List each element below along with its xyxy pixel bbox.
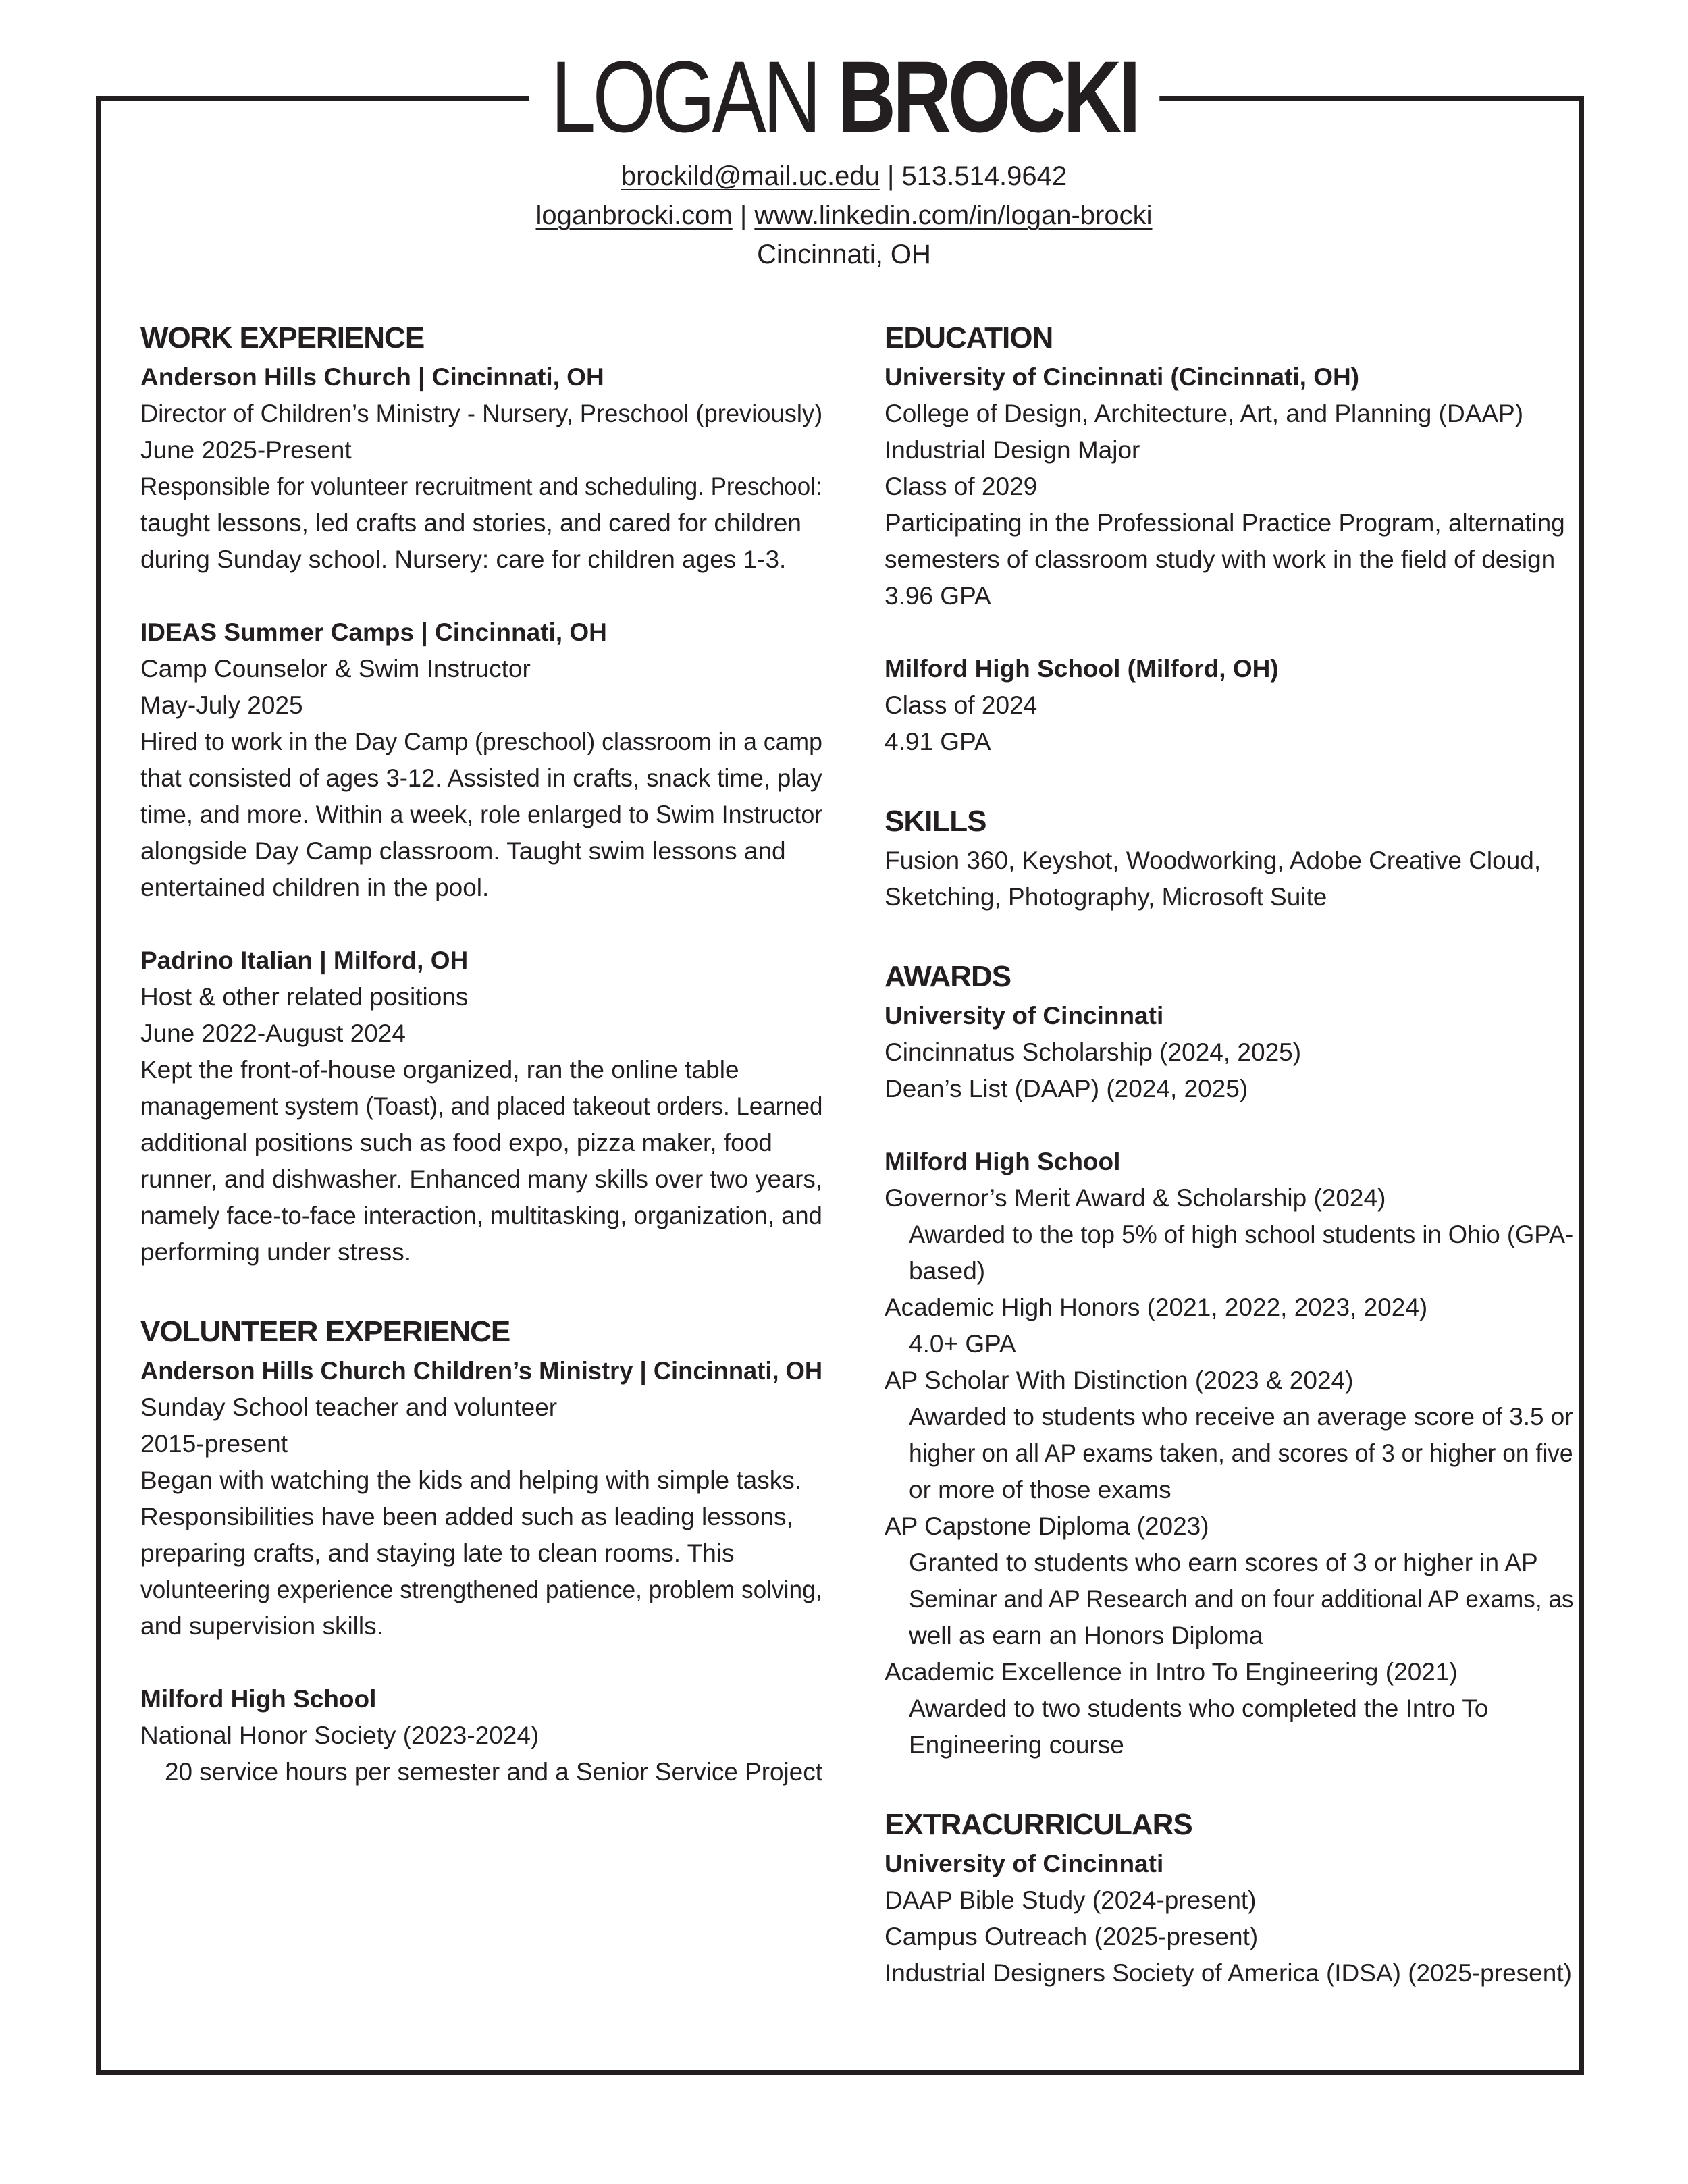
work-dates: May-July 2025 <box>140 691 303 719</box>
volunteer-org: Anderson Hills Church Children’s Ministry | Cincinnati, OH <box>140 1357 823 1385</box>
work-role: Host & other related positions <box>140 983 469 1011</box>
volunteer-role: National Honor Society (2023-2024) <box>140 1722 539 1749</box>
work-org: Padrino Italian | Milford, OH <box>140 947 469 974</box>
award-detail: based) <box>909 1257 986 1285</box>
education-line: Class of 2024 <box>885 691 1038 719</box>
award-detail: well as earn an Honors Diploma <box>909 1622 1263 1649</box>
work-desc-line: management system (Toast), and placed takeout orders. Learned <box>140 1092 823 1120</box>
education-line: College of Design, Architecture, Art, and Planning (DAAP) <box>885 400 1524 427</box>
award-item: Governor’s Merit Award & Scholarship (2024) <box>885 1184 1386 1212</box>
work-entry <box>140 359 822 578</box>
work-org: Anderson Hills Church | Cincinnati, OH <box>140 363 604 391</box>
school-name: University of Cincinnati (Cincinnati, OH) <box>885 363 1360 391</box>
skills-line: Fusion 360, Keyshot, Woodworking, Adobe Creative Cloud, <box>885 847 1541 874</box>
work-entry <box>140 942 822 1271</box>
email-link[interactable]: brockild@mail.uc.edu <box>621 161 880 191</box>
education-line: Class of 2029 <box>885 473 1038 500</box>
award-detail: or more of those exams <box>909 1476 1171 1503</box>
volunteer-dates: 2015-present <box>140 1430 288 1458</box>
left-column <box>140 317 822 1790</box>
award-item: AP Capstone Diploma (2023) <box>885 1512 1209 1540</box>
work-role: Camp Counselor & Swim Instructor <box>140 655 531 683</box>
extracurricular-item: Industrial Designers Society of America (IDSA) (2025-present) <box>885 1959 1572 1987</box>
work-desc-line: during Sunday school. Nursery: care for children ages 1-3. <box>140 545 787 573</box>
awards-org: University of Cincinnati <box>885 1002 1164 1030</box>
work-desc-line: additional positions such as food expo, pizza maker, food <box>140 1129 772 1156</box>
contact-line-2 <box>0 196 1688 235</box>
work-desc-line: taught lessons, led crafts and stories, and cared for children <box>140 509 801 537</box>
award-detail: higher on all AP exams taken, and scores of 3 or higher on five <box>909 1439 1573 1467</box>
work-desc-line: time, and more. Within a week, role enlarged to Swim Instructor <box>140 801 823 828</box>
awards-org: Milford High School <box>885 1148 1121 1175</box>
first-name: LOGAN <box>550 40 818 153</box>
volunteer-entry <box>140 1681 822 1790</box>
work-dates: June 2025-Present <box>140 436 352 464</box>
award-detail: Awarded to the top 5% of high school students in Ohio (GPA- <box>909 1221 1574 1248</box>
work-desc-line: Kept the front-of-house organized, ran the online table <box>140 1056 739 1084</box>
award-item: Academic Excellence in Intro To Engineering (2021) <box>885 1658 1458 1686</box>
work-desc-line: namely face-to-face interaction, multitasking, organization, and <box>140 1202 822 1229</box>
separator: | <box>732 201 755 230</box>
volunteer-experience-heading: VOLUNTEER EXPERIENCE <box>140 1315 510 1348</box>
volunteer-desc-line: Began with watching the kids and helping with simple tasks. <box>140 1466 801 1494</box>
work-desc-line: entertained children in the pool. <box>140 874 490 901</box>
extracurricular-item: Campus Outreach (2025-present) <box>885 1923 1259 1950</box>
website-link[interactable]: loganbrocki.com <box>535 201 733 230</box>
education-line: semesters of classroom study with work in the field of design <box>885 545 1556 573</box>
award-item: Cincinnatus Scholarship (2024, 2025) <box>885 1038 1302 1066</box>
volunteer-desc-line: and supervision skills. <box>140 1612 384 1640</box>
skills-heading: SKILLS <box>885 805 986 838</box>
volunteer-desc-line: preparing crafts, and staying late to clean rooms. This <box>140 1539 735 1567</box>
work-desc-line: Responsible for volunteer recruitment and scheduling. Preschool: <box>140 473 822 500</box>
work-desc-line: runner, and dishwasher. Enhanced many skills over two years, <box>140 1165 822 1193</box>
award-item: Dean’s List (DAAP) (2024, 2025) <box>885 1075 1248 1102</box>
education-entry <box>885 651 1573 760</box>
last-name: BROCKI <box>837 40 1138 153</box>
volunteer-detail: 20 service hours per semester and a Senior Service Project <box>165 1758 822 1786</box>
gpa: 3.96 GPA <box>885 582 991 610</box>
award-detail: Awarded to students who receive an average score of 3.5 or <box>909 1403 1573 1431</box>
school-name: Milford High School (Milford, OH) <box>885 655 1279 683</box>
award-detail: Granted to students who earn scores of 3 or higher in AP <box>909 1549 1538 1576</box>
skills-line: Sketching, Photography, Microsoft Suite <box>885 883 1327 911</box>
award-item: AP Scholar With Distinction (2023 & 2024) <box>885 1366 1354 1394</box>
work-entry <box>140 614 822 906</box>
volunteer-role: Sunday School teacher and volunteer <box>140 1393 558 1421</box>
work-desc-line: that consisted of ages 3-12. Assisted in crafts, snack time, play <box>140 764 822 792</box>
name-header <box>0 39 1688 154</box>
work-dates: June 2022-August 2024 <box>140 1019 406 1047</box>
work-experience-heading: WORK EXPERIENCE <box>140 321 425 354</box>
work-desc-line: Hired to work in the Day Camp (preschool) classroom in a camp <box>140 728 822 755</box>
award-detail: Seminar and AP Research and on four additional AP exams, as <box>909 1585 1574 1613</box>
award-detail: Awarded to two students who completed the Intro To <box>909 1695 1489 1722</box>
extracurricular-org: University of Cincinnati <box>885 1850 1164 1877</box>
education-line: Industrial Design Major <box>885 436 1140 464</box>
education-line: Participating in the Professional Practice Program, alternating <box>885 509 1565 537</box>
volunteer-entry <box>140 1353 822 1645</box>
contact-line-1 <box>0 157 1688 196</box>
work-desc-line: alongside Day Camp classroom. Taught swim lessons and <box>140 837 786 865</box>
separator: | <box>879 161 902 191</box>
work-role: Director of Children’s Ministry - Nursery, Preschool (previously) <box>140 400 823 427</box>
extracurricular-item: DAAP Bible Study (2024-present) <box>885 1886 1257 1914</box>
right-column <box>885 317 1573 1992</box>
phone-number: 513.514.9642 <box>901 161 1067 191</box>
work-org: IDEAS Summer Camps | Cincinnati, OH <box>140 618 607 646</box>
location: Cincinnati, OH <box>757 240 931 269</box>
volunteer-desc-line: volunteering experience strengthened patience, problem solving, <box>140 1576 822 1603</box>
education-heading: EDUCATION <box>885 321 1053 354</box>
award-item: Academic High Honors (2021, 2022, 2023, 2024) <box>885 1294 1428 1321</box>
work-desc-line: performing under stress. <box>140 1238 412 1266</box>
awards-heading: AWARDS <box>885 960 1011 993</box>
linkedin-link[interactable]: www.linkedin.com/in/logan-brocki <box>754 201 1153 230</box>
award-detail: 4.0+ GPA <box>909 1330 1016 1358</box>
page-title <box>529 39 1159 154</box>
gpa: 4.91 GPA <box>885 728 991 755</box>
education-entry <box>885 359 1573 614</box>
extracurriculars-heading: EXTRACURRICULARS <box>885 1808 1192 1841</box>
volunteer-org: Milford High School <box>140 1685 377 1713</box>
volunteer-desc-line: Responsibilities have been added such as leading lessons, <box>140 1503 793 1530</box>
award-detail: Engineering course <box>909 1731 1124 1759</box>
